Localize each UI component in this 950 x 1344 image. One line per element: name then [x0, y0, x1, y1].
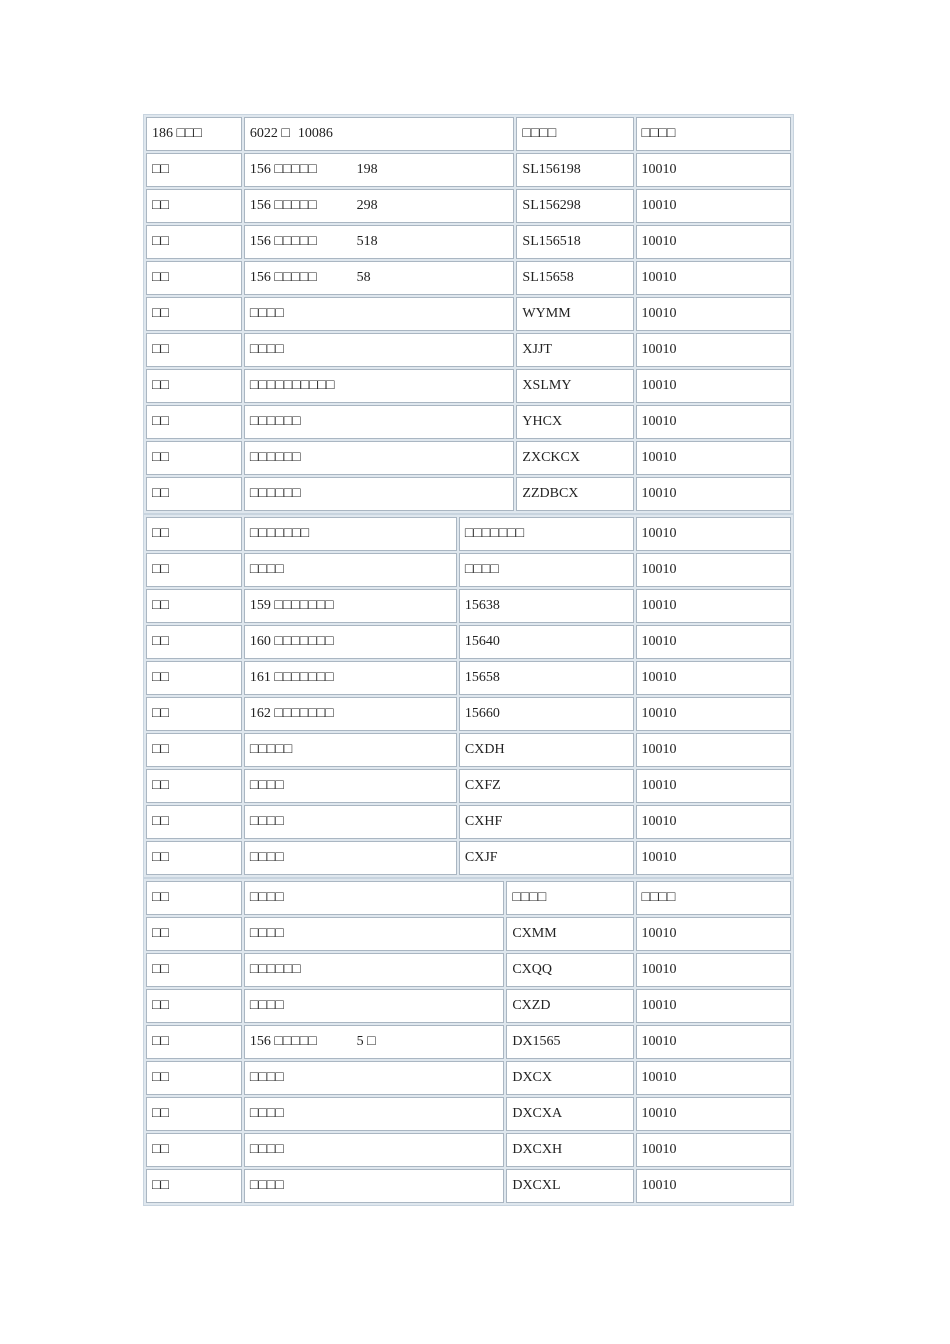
cell-code: □□□□□□□: [459, 517, 634, 551]
cell-name: [244, 953, 504, 987]
table-row: [146, 953, 791, 987]
table-row: [146, 769, 791, 803]
cell-number: 10010: [636, 369, 791, 403]
cell-name-text: □□□□: [249, 926, 284, 941]
cell-name-text: 156 □□□□□: [249, 198, 317, 213]
cell-code: 15658: [459, 661, 634, 695]
cell-category: □□: [146, 1025, 242, 1059]
cell-name-suffix: 518: [356, 234, 378, 249]
cell-number: 10010: [636, 733, 791, 767]
cell-category: □□: [146, 1097, 242, 1131]
cell-code: CXHF: [459, 805, 634, 839]
cell-name-text: 156 □□□□□: [249, 1034, 317, 1049]
table-row: [146, 405, 791, 439]
cell-name: □□□□□: [244, 733, 457, 767]
table-block-2: [143, 514, 794, 878]
cell-name: 159 □□□□□□□: [244, 589, 457, 623]
table-row: [146, 805, 791, 839]
cell-category: □□: [146, 261, 242, 295]
table-row: [146, 261, 791, 295]
cell-code: ZXCKCX: [516, 441, 633, 475]
cell-number: 10010: [636, 1169, 791, 1203]
cell-name: [244, 1025, 504, 1059]
table-row: [146, 441, 791, 475]
cell-name-suffix: 58: [356, 270, 371, 285]
cell-number: 10010: [636, 1097, 791, 1131]
cell-name-text: □□□□: [249, 1106, 284, 1121]
table-row: [146, 1169, 791, 1203]
cell-category: □□: [146, 625, 242, 659]
table-row: [146, 333, 791, 367]
table-row: [146, 153, 791, 187]
cell-number: 10010: [636, 333, 791, 367]
cell-number: 10010: [636, 1025, 791, 1059]
cell-name-text: 156 □□□□□: [249, 270, 317, 285]
table-row: [146, 989, 791, 1023]
cell-number: 10010: [636, 769, 791, 803]
cell-name: [244, 117, 515, 151]
cell-name: [244, 1097, 504, 1131]
cell-code: DX1565: [506, 1025, 633, 1059]
cell-name-text: 6022 □: [249, 126, 290, 141]
table-row: [146, 1133, 791, 1167]
cell-name: [244, 881, 504, 915]
cell-number: 10010: [636, 1061, 791, 1095]
table-row: [146, 477, 791, 511]
cell-category: □□: [146, 517, 242, 551]
cell-number: 10010: [636, 441, 791, 475]
cell-code: SL156198: [516, 153, 633, 187]
cell-code: 15660: [459, 697, 634, 731]
cell-category: □□: [146, 769, 242, 803]
cell-number: 10010: [636, 661, 791, 695]
cell-code: CXJF: [459, 841, 634, 875]
cell-number: 10010: [636, 805, 791, 839]
cell-number: 10010: [636, 261, 791, 295]
document-page: [143, 114, 794, 1206]
cell-name-text: □□□□□□: [249, 450, 301, 465]
cell-name: [244, 989, 504, 1023]
cell-number: 10010: [636, 1133, 791, 1167]
cell-category: □□: [146, 405, 242, 439]
cell-category: □□: [146, 153, 242, 187]
table-row: [146, 369, 791, 403]
cell-name: [244, 405, 515, 439]
cell-name-text: 156 □□□□□: [249, 234, 317, 249]
cell-code: DXCXL: [506, 1169, 633, 1203]
cell-number: 10010: [636, 189, 791, 223]
cell-name-text: □□□□: [249, 306, 284, 321]
cell-name: [244, 153, 515, 187]
cell-name-text: □□□□□□: [249, 414, 301, 429]
cell-category: □□: [146, 805, 242, 839]
table-row: [146, 225, 791, 259]
cell-code: DXCXA: [506, 1097, 633, 1131]
cell-name: [244, 261, 515, 295]
cell-category: □□: [146, 333, 242, 367]
cell-name: [244, 477, 515, 511]
cell-category: □□: [146, 841, 242, 875]
table-row: [146, 917, 791, 951]
cell-name-suffix: 298: [356, 198, 378, 213]
cell-name-text: □□□□□□: [249, 962, 301, 977]
cell-code: □□□□: [459, 553, 634, 587]
cell-category: □□: [146, 733, 242, 767]
cell-name-text: □□□□□□□□□□: [249, 378, 335, 393]
cell-name: [244, 225, 515, 259]
table-row: [146, 1025, 791, 1059]
cell-number: 10010: [636, 625, 791, 659]
cell-category: □□: [146, 477, 242, 511]
cell-number: 10010: [636, 953, 791, 987]
cell-number: 10010: [636, 989, 791, 1023]
cell-category: □□: [146, 953, 242, 987]
cell-name: □□□□: [244, 769, 457, 803]
cell-category: □□: [146, 441, 242, 475]
cell-name-text: □□□□: [249, 998, 284, 1013]
table-row: [146, 517, 791, 551]
cell-name-text: □□□□: [249, 1178, 284, 1193]
cell-number: 10010: [636, 477, 791, 511]
cell-category: □□: [146, 917, 242, 951]
cell-number: 10010: [636, 297, 791, 331]
cell-name: [244, 1061, 504, 1095]
cell-number: 10010: [636, 697, 791, 731]
table-row: [146, 189, 791, 223]
cell-code: WYMM: [516, 297, 633, 331]
cell-number: 10010: [636, 589, 791, 623]
cell-code: XSLMY: [516, 369, 633, 403]
cell-code: XJJT: [516, 333, 633, 367]
table-block-3: [143, 878, 794, 1206]
cell-name: [244, 297, 515, 331]
cell-code: CXMM: [506, 917, 633, 951]
cell-name-text: □□□□: [249, 1070, 284, 1085]
cell-code: DXCXH: [506, 1133, 633, 1167]
cell-category: □□: [146, 661, 242, 695]
table-row: [146, 589, 791, 623]
cell-category: □□: [146, 989, 242, 1023]
cell-name: [244, 1169, 504, 1203]
cell-code: 15640: [459, 625, 634, 659]
cell-category: □□: [146, 189, 242, 223]
cell-name: [244, 917, 504, 951]
cell-name: [244, 441, 515, 475]
cell-name: 161 □□□□□□□: [244, 661, 457, 695]
table-row: [146, 841, 791, 875]
cell-category: □□: [146, 297, 242, 331]
cell-code: 15638: [459, 589, 634, 623]
cell-code: CXFZ: [459, 769, 634, 803]
cell-name: 162 □□□□□□□: [244, 697, 457, 731]
cell-code: □□□□: [516, 117, 633, 151]
cell-category: 186 □□□: [146, 117, 242, 151]
cell-name: [244, 189, 515, 223]
cell-name-suffix: 10086: [297, 126, 333, 141]
cell-category: □□: [146, 1169, 242, 1203]
cell-number: 10010: [636, 553, 791, 587]
cell-code: □□□□: [506, 881, 633, 915]
cell-code: YHCX: [516, 405, 633, 439]
cell-category: □□: [146, 553, 242, 587]
table-row: [146, 661, 791, 695]
table-row: [146, 117, 791, 151]
cell-name-text: □□□□: [249, 342, 284, 357]
table-row: [146, 625, 791, 659]
cell-name: 160 □□□□□□□: [244, 625, 457, 659]
cell-code: CXDH: [459, 733, 634, 767]
cell-category: □□: [146, 225, 242, 259]
table-row: [146, 733, 791, 767]
table-block-1: [143, 114, 794, 514]
cell-number: 10010: [636, 841, 791, 875]
cell-category: □□: [146, 369, 242, 403]
cell-number: 10010: [636, 405, 791, 439]
cell-name-text: □□□□□□: [249, 486, 301, 501]
cell-number: 10010: [636, 517, 791, 551]
cell-code: SL156298: [516, 189, 633, 223]
cell-code: CXQQ: [506, 953, 633, 987]
table-row: [146, 1061, 791, 1095]
cell-name: □□□□: [244, 805, 457, 839]
cell-name-text: 156 □□□□□: [249, 162, 317, 177]
cell-code: SL15658: [516, 261, 633, 295]
cell-name: □□□□: [244, 553, 457, 587]
cell-name: [244, 369, 515, 403]
cell-category: □□: [146, 589, 242, 623]
cell-number: □□□□: [636, 881, 791, 915]
cell-number: 10010: [636, 917, 791, 951]
cell-code: ZZDBCX: [516, 477, 633, 511]
cell-category: □□: [146, 881, 242, 915]
cell-number: 10010: [636, 153, 791, 187]
table-row: [146, 553, 791, 587]
table-row: [146, 297, 791, 331]
cell-name-text: □□□□: [249, 890, 284, 905]
cell-name: □□□□: [244, 841, 457, 875]
cell-number: 10010: [636, 225, 791, 259]
cell-name-suffix: 198: [356, 162, 378, 177]
cell-number: □□□□: [636, 117, 791, 151]
cell-category: □□: [146, 697, 242, 731]
cell-name: □□□□□□□: [244, 517, 457, 551]
table-row: [146, 881, 791, 915]
cell-name: [244, 1133, 504, 1167]
cell-category: □□: [146, 1061, 242, 1095]
cell-code: DXCX: [506, 1061, 633, 1095]
cell-code: SL156518: [516, 225, 633, 259]
cell-name-text: □□□□: [249, 1142, 284, 1157]
table-row: [146, 1097, 791, 1131]
cell-name-suffix: 5 □: [356, 1034, 376, 1049]
table-row: [146, 697, 791, 731]
cell-category: □□: [146, 1133, 242, 1167]
cell-code: CXZD: [506, 989, 633, 1023]
cell-name: [244, 333, 515, 367]
